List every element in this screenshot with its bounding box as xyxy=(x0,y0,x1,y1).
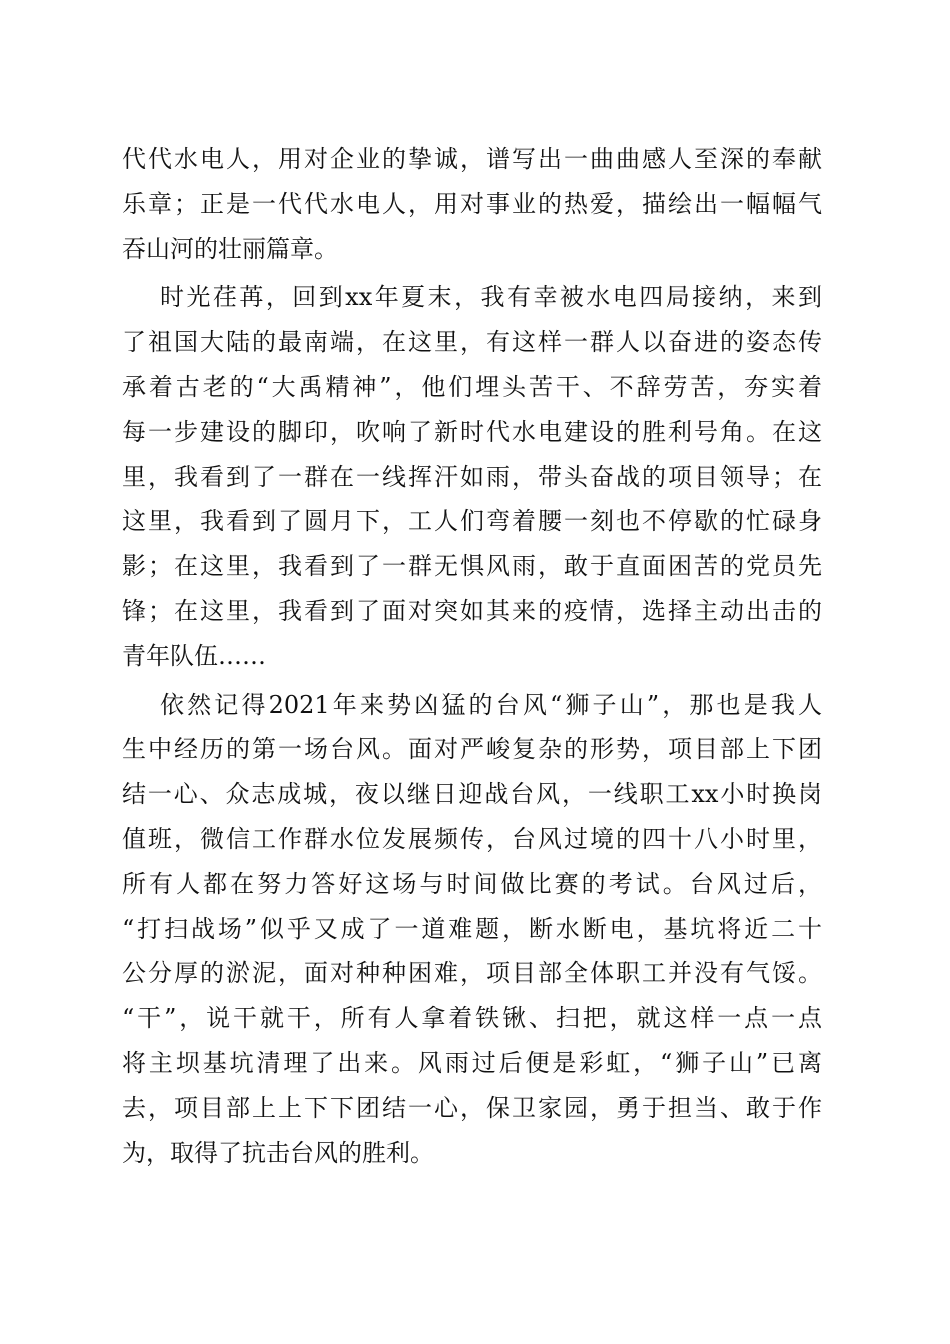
text-line: 值班，微信工作群水位发展频传，台风过境的四十八小时里， xyxy=(122,824,822,853)
text-line: 青年队伍…… xyxy=(122,641,266,670)
text-line: 依然记得2021年来势凶猛的台风“狮子山”，那也是我人 xyxy=(160,690,822,719)
text-line: “打扫战场”似乎又成了一道难题，断水断电，基坑将近二十 xyxy=(122,914,822,943)
text-line: “干”，说干就干，所有人拿着铁锹、扫把，就这样一点一点 xyxy=(122,1004,822,1033)
text-line: 每一步建设的脚印，吹响了新时代水电建设的胜利号角。在这 xyxy=(122,417,822,446)
text-line: 锋；在这里，我看到了面对突如其来的疫情，选择主动出击的 xyxy=(122,596,822,625)
text-line: 公分厚的淤泥，面对种种困难，项目部全体职工并没有气馁。 xyxy=(122,959,822,988)
text-line: 承着古老的“大禹精神”，他们埋头苦干、不辞劳苦，夯实着 xyxy=(122,372,822,401)
text-line: 所有人都在努力答好这场与时间做比赛的考试。台风过后， xyxy=(122,869,822,898)
document-page xyxy=(122,137,822,1175)
text-line: 影；在这里，我看到了一群无惧风雨，敢于直面困苦的党员先 xyxy=(122,552,822,581)
text-line: 为，取得了抗击台风的胜利。 xyxy=(122,1138,434,1167)
text-line: 去，项目部上上下下团结一心，保卫家园，勇于担当、敢于作 xyxy=(122,1093,822,1122)
text-line: 时光荏苒，回到xx年夏末，我有幸被水电四局接纳，来到 xyxy=(160,283,822,312)
text-line: 这里，我看到了圆月下，工人们弯着腰一刻也不停歇的忙碌身 xyxy=(122,507,822,536)
text-line: 将主坝基坑清理了出来。风雨过后便是彩虹，“狮子山”已离 xyxy=(122,1048,822,1077)
paragraph xyxy=(122,137,822,271)
text-line: 了祖国大陆的最南端，在这里，有这样一群人以奋进的姿态传 xyxy=(122,328,822,357)
text-line: 代代水电人，用对企业的挚诚，谱写出一曲曲感人至深的奉献 xyxy=(122,145,822,173)
text-line: 生中经历的第一场台风。面对严峻复杂的形势，项目部上下团 xyxy=(122,735,822,764)
text-line: 结一心、众志成城，夜以继日迎战台风，一线职工xx小时换岗 xyxy=(122,780,822,809)
paragraph xyxy=(122,683,822,1176)
text-line: 里，我看到了一群在一线挥汗如雨，带头奋战的项目领导；在 xyxy=(122,462,822,491)
text-line: 吞山河的壮丽篇章。 xyxy=(122,234,338,263)
paragraph xyxy=(122,275,822,678)
text-line: 乐章；正是一代代水电人，用对事业的热爱，描绘出一幅幅气 xyxy=(122,189,822,218)
